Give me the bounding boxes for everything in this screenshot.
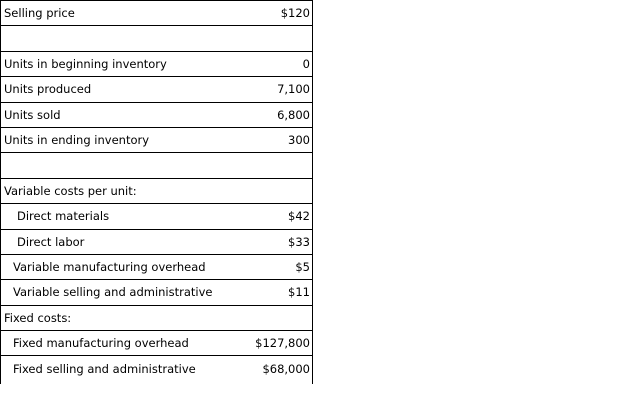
table-row-blank	[1, 153, 312, 178]
row-label: Units sold	[4, 107, 61, 122]
row-value: 300	[288, 133, 310, 148]
table-row-fixed-mfg-overhead	[1, 331, 312, 356]
table-row-direct-materials	[1, 204, 312, 229]
row-label: Direct materials	[17, 209, 110, 224]
table-row-variable-mfg-overhead	[1, 255, 312, 280]
row-value: 6,800	[277, 107, 310, 122]
row-label: Variable manufacturing overhead	[13, 260, 206, 275]
table-row-variable-selling-admin	[1, 280, 312, 305]
table-row-blank	[1, 26, 312, 51]
row-value: $11	[288, 285, 310, 300]
row-value: $127,800	[255, 336, 310, 351]
table-row-beginning-inventory	[1, 52, 312, 77]
row-label: Units in beginning inventory	[4, 56, 167, 71]
table-row-units-sold	[1, 103, 312, 128]
row-label: Variable selling and administrative	[13, 285, 213, 300]
row-value: $68,000	[262, 362, 310, 377]
table-row-fixed-costs-heading	[1, 306, 312, 331]
row-value: $42	[288, 209, 310, 224]
row-label: Variable costs per unit:	[4, 183, 137, 198]
table-row-variable-costs-heading	[1, 179, 312, 204]
row-label: Direct labor	[17, 234, 85, 249]
cost-data-table	[0, 0, 313, 384]
table-row-ending-inventory	[1, 128, 312, 153]
row-value: 0	[302, 56, 310, 71]
table-row-direct-labor	[1, 230, 312, 255]
row-value: $120	[280, 6, 310, 21]
row-label: Fixed selling and administrative	[13, 362, 196, 377]
table-row-fixed-selling-admin	[1, 356, 312, 381]
row-value: 7,100	[277, 82, 310, 97]
table-row-selling-price	[1, 1, 312, 26]
row-label: Fixed costs:	[4, 310, 72, 325]
row-value: $5	[295, 260, 310, 275]
row-label: Units in ending inventory	[4, 133, 150, 148]
row-label: Units produced	[4, 82, 92, 97]
row-label: Selling price	[4, 6, 75, 21]
row-value: $33	[288, 234, 310, 249]
row-label: Fixed manufacturing overhead	[13, 336, 189, 351]
table-row-units-produced	[1, 77, 312, 102]
